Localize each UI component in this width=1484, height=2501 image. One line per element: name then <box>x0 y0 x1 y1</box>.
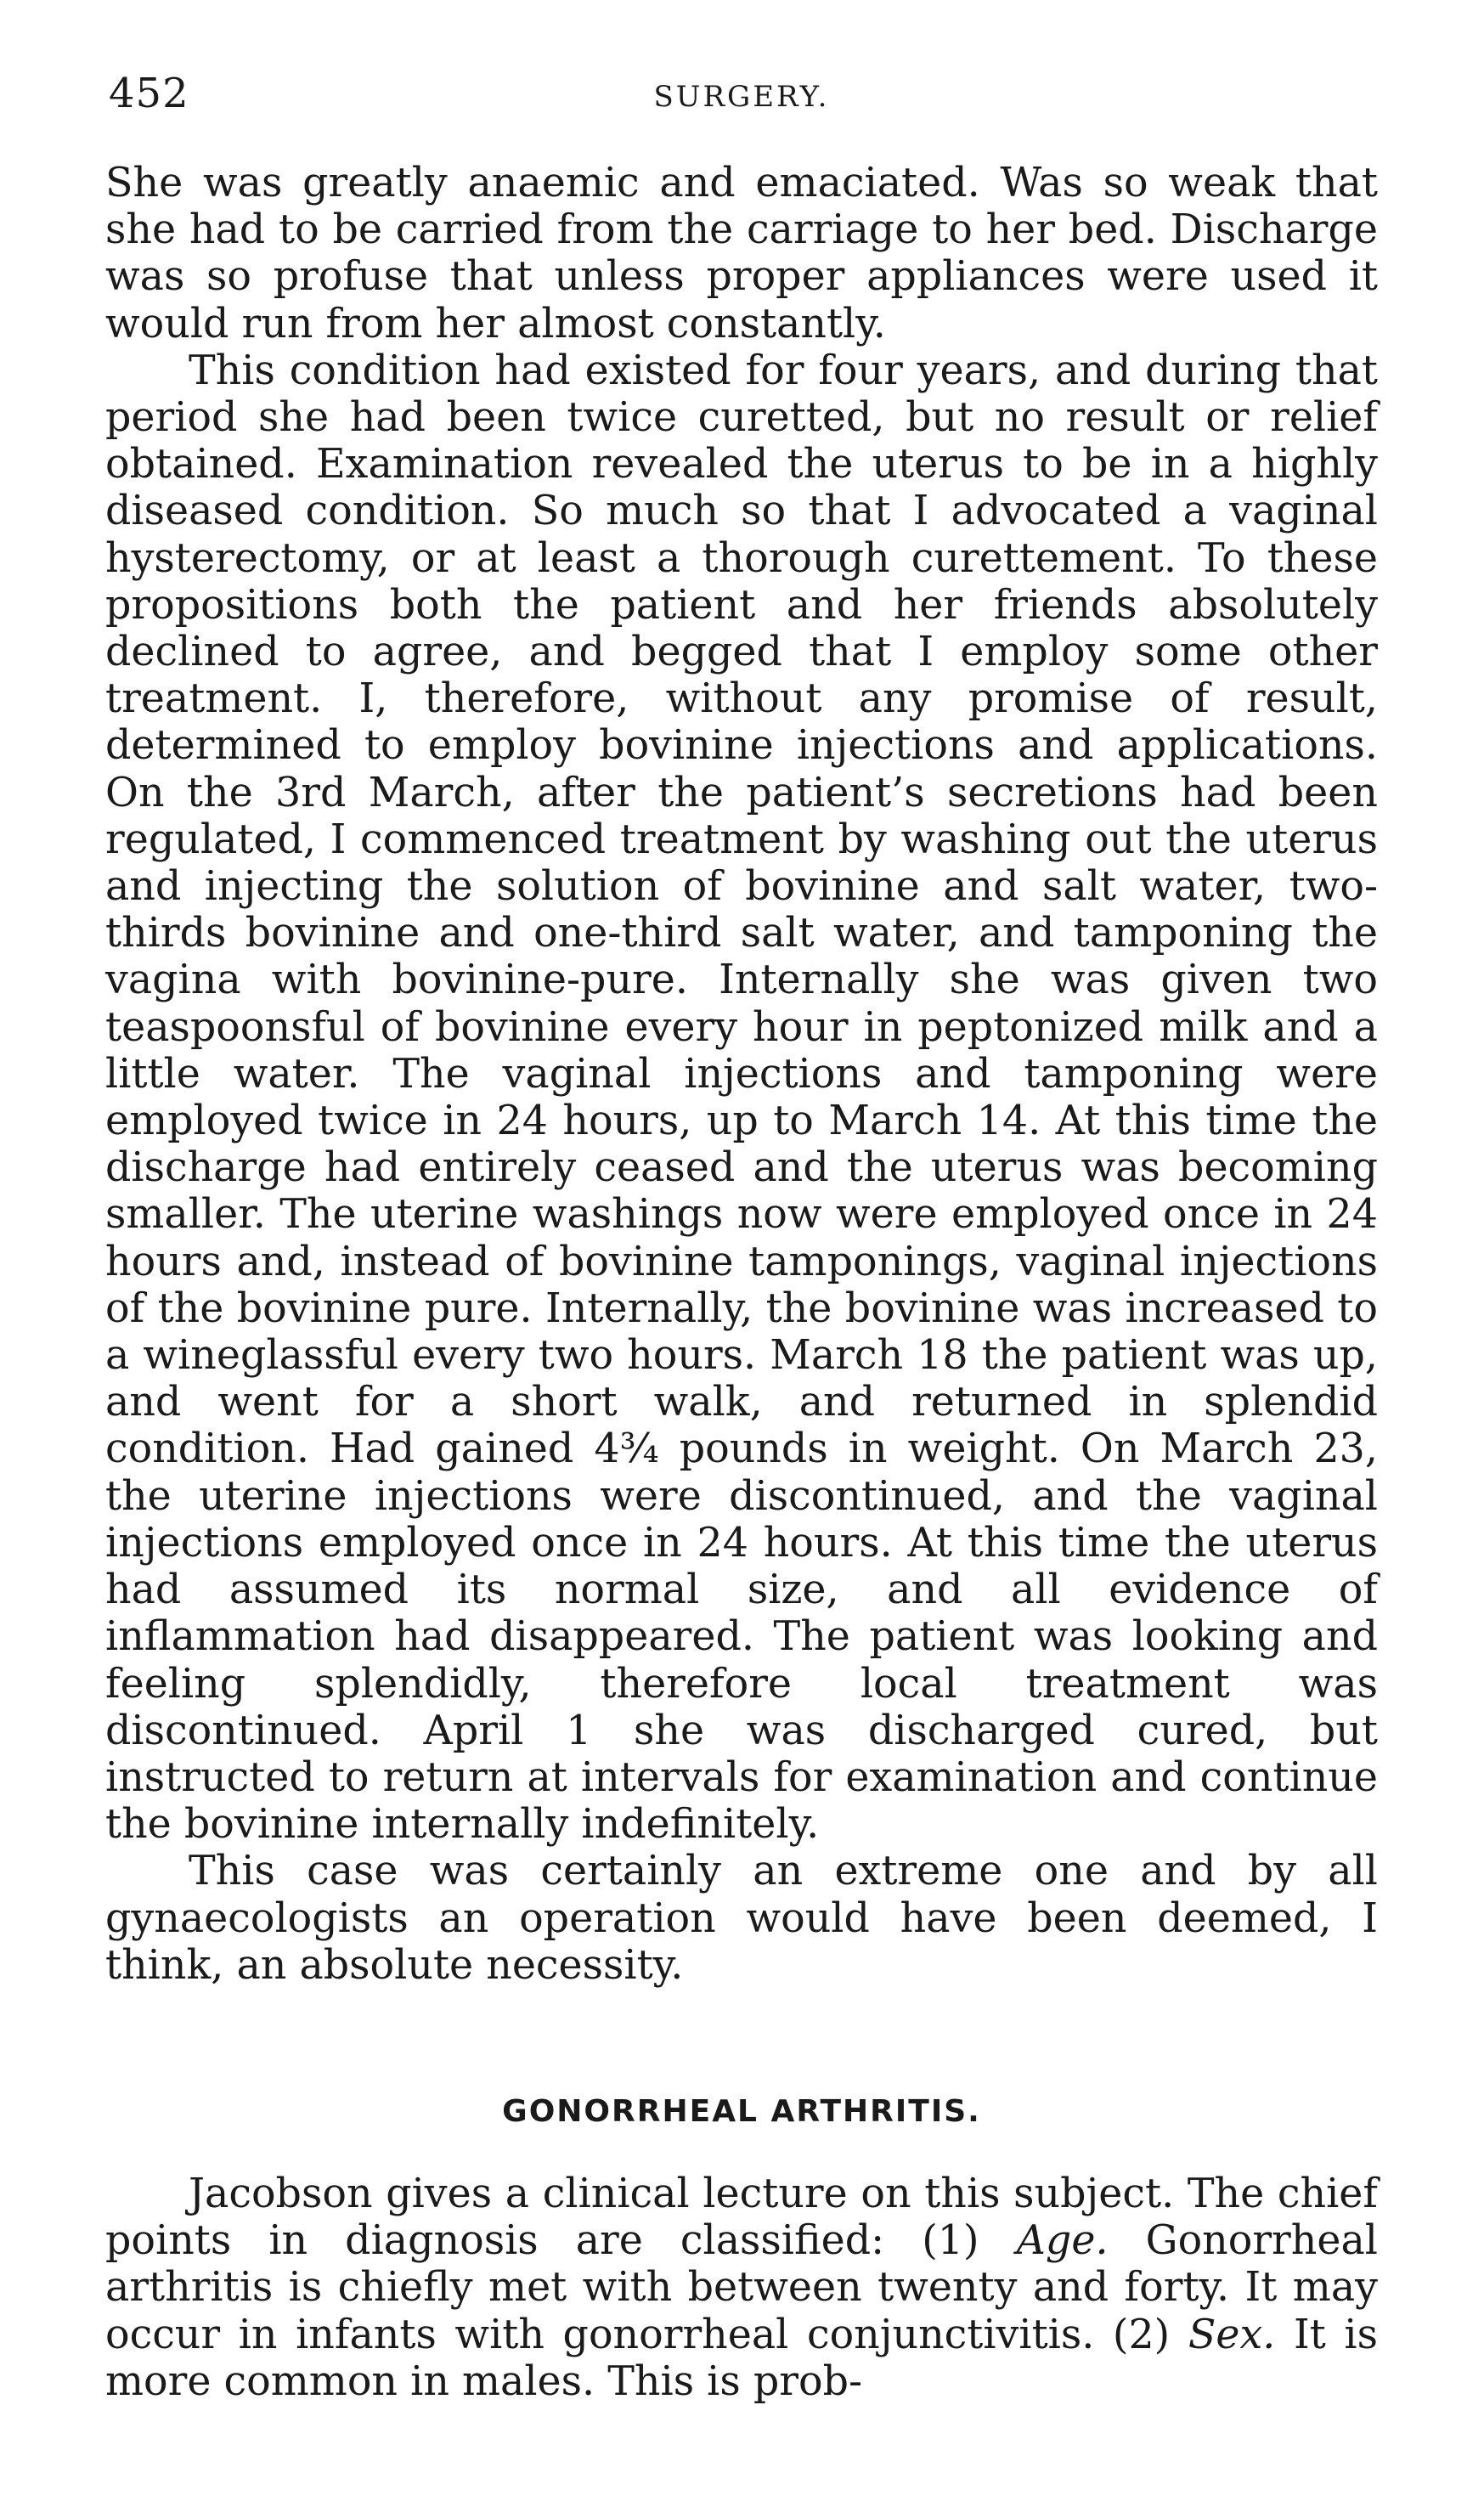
section-heading: GONORRHEAL ARTHRITIS. <box>502 2094 981 2129</box>
section-body <box>105 2171 1378 2405</box>
italic-term-sex: Sex. <box>1188 2311 1276 2358</box>
text-run: Gonorrheal arthritis is chiefly met with between twenty and forty. It may occur in infants with gonorrheal conjunctivitis. (2) <box>105 2217 1378 2358</box>
paragraph: She was greatly anaemic and emaciated. Was so weak that she had to be carried from the carriage to her bed. Discharge was so profuse that unless proper appliances were used it would run from her almost constantly. <box>105 160 1378 347</box>
paragraph: This condition had existed for four years, and during that period she had been twice curetted, but no result or relief obtained. Examination revealed the uterus to be in a highly diseased condition. So much so that I advocated a vaginal hysterectomy, or at least a thorough curettement. To these propositions both the patient and her friends absolutely declined to agree, and begged that I employ some other treatment. I, therefore, without any promise of result, determined to employ bovinine injections and applications. On the 3rd March, after the patient’s secretions had been regulated, I commenced treatment by washing out the uterus and injecting the solution of bovinine and salt water, two-thirds bovinine and one-third salt water, and tamponing the vagina with bovinine-pure. Internally she was given two teaspoonsful of bovinine every hour in peptonized milk and a little water. The vaginal injections and tamponing were employed twice in 24 hours, up to March 14. At this time the discharge had entirely ceased and the uterus was becoming smaller. The uterine washings now were employed once in 24 hours and, instead of bovinine tamponings, vaginal injections of the bovinine pure. Internally, the bovinine was increased to a wineglassful every two hours. March 18 the patient was up, and went for a short walk, and returned in splendid condition. Had gained 4¾ pounds in weight. On March 23, the uterine injections were discontinued, and the vaginal injections employed once in 24 hours. At this time the uterus had assumed its normal size, and all evidence of inflammation had disappeared. The patient was looking and feeling splendidly, therefore local treatment was discontinued. April 1 she was discharged cured, but instructed to return at intervals for examination and continue the bovinine internally indefinitely. <box>105 347 1378 1849</box>
body-text <box>105 160 1378 1989</box>
text-run: Jacobson gives a clinical lecture on this subject. The chief points in diagnosis are classified: (1) <box>105 2171 1378 2265</box>
paragraph: This case was certainly an extreme one and by all gynaecologists an operation would have been deemed, I think, an absolute necessity. <box>105 1848 1378 1989</box>
running-head: SURGERY. <box>653 80 830 114</box>
text-run: It is more common in males. This is prob- <box>105 2311 1378 2405</box>
page-header <box>109 70 1374 129</box>
page-number: 452 <box>109 70 189 117</box>
paragraph <box>105 2171 1378 2405</box>
italic-term-age: Age. <box>1016 2217 1109 2265</box>
